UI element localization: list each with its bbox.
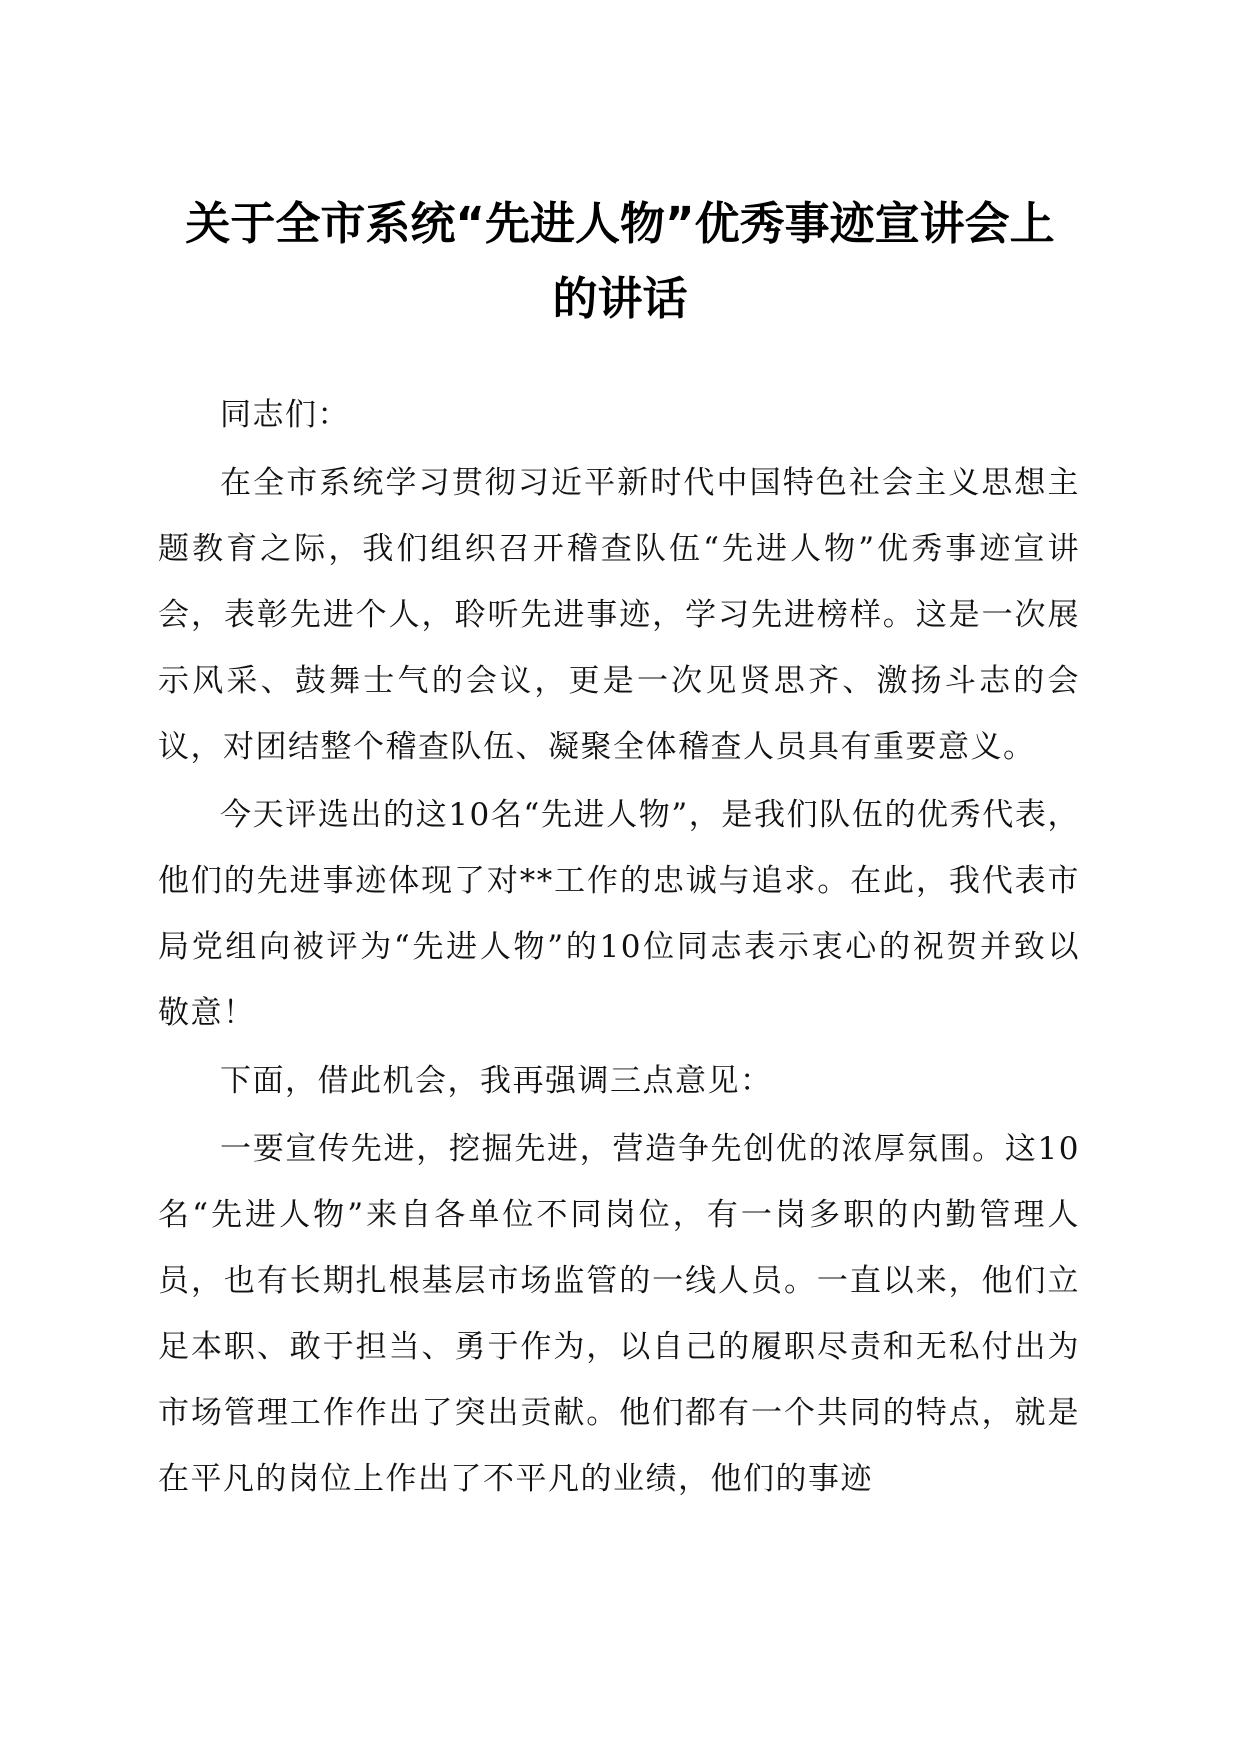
title-line-1: 关于全市系统“先进人物”优秀事迹宣讲会上 [185,197,1055,250]
paragraph-3: 下面，借此机会，我再强调三点意见： [220,1063,773,1099]
document-body [158,382,1080,1514]
title-line-2: 的讲话 [552,272,688,325]
paragraph-4: 一要宣传先进，挖掘先进，营造争先创优的浓厚氛围。这10名“先进人物”来自各单位不同岗位，有一岗多职的内勤管理人员，也有长期扎根基层市场监管的一线人员。一直以来，他们立足本职、敢于担当、勇于作为，以自己的履职尽责和无私付出为市场管理工作作出了突出贡献。他们都有一个共同的特点，就是在平凡的岗位上作出了不平凡的业绩，他们的事迹 [158,1131,1080,1497]
salutation: 同志们： [220,397,350,433]
page-title [150,186,1090,336]
paragraph-1: 在全市系统学习贯彻习近平新时代中国特色社会主义思想主题教育之际，我们组织召开稽查队伍“先进人物”优秀事迹宣讲会，表彰先进个人，聆听先进事迹，学习先进榜样。这是一次展示风采、鼓舞士气的会议，更是一次见贤思齐、激扬斗志的会议，对团结整个稽查队伍、凝聚全体稽查人员具有重要意义。 [158,465,1080,765]
paragraph-2: 今天评选出的这10名“先进人物”，是我们队伍的优秀代表，他们的先进事迹体现了对**工作的忠诚与追求。在此，我代表市局党组向被评为“先进人物”的10位同志表示衷心的祝贺并致以敬意！ [158,797,1080,1031]
